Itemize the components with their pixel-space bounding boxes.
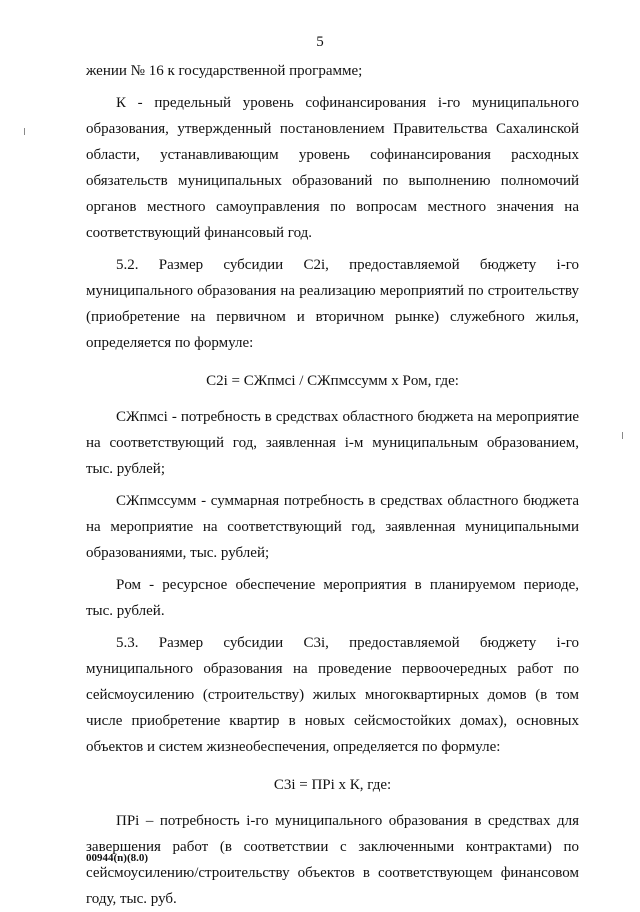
section-5-2: 5.2. Размер субсидии С2i, предоставляемой бюджету i-го муниципального образования на реализацию мероприятий по строительству (приобретение на первичном и вторичном рынке) служебного жилья, определяется по формуле:	[86, 257, 579, 351]
definition-szhpmssumm: СЖпмссумм - суммарная потребность в средствах областного бюджета на мероприятие на соответствующий год, заявленная муниципальными образованиями, тыс. рублей;	[86, 493, 579, 561]
formula-c3i: С3i = ПPi х К, где:	[273, 777, 392, 793]
document-code: 00944(n)(8.0)	[86, 852, 149, 864]
document-body	[86, 58, 579, 912]
definition-szhpmsi: СЖпмсi - потребность в средствах областного бюджета на мероприятие на соответствующий год, заявленная i-м муниципальным образованием, тыс. рублей;	[86, 409, 579, 477]
section-5-3: 5.3. Размер субсидии С3i, предоставляемой бюджету i-го муниципального образования на проведение первоочередных работ по сейсмоусилению (строительству) жилых многоквартирных домов (в том числе приобретение квартир в новых сейсмостойких домах), основных объектов и систем жизнеобеспечения, определяется по формуле:	[86, 635, 579, 755]
scan-speck	[24, 128, 25, 135]
scan-speck	[622, 432, 623, 439]
formula-c2i: C2i = СЖпмсi / СЖпмссумм х Pом, где:	[206, 373, 459, 389]
page-number: 5	[316, 34, 324, 50]
definition-pri: ПPi – потребность i-го муниципального образования в средствах для завершения работ (в соответствии с заключенными контрактами) по сейсмоусилению/строительству объектов в соответствующем финансовом году, тыс. руб.	[86, 813, 579, 907]
definition-k: К - предельный уровень софинансирования i-го муниципального образования, утвержденный постановлением Правительства Сахалинской области, устанавливающим уровень софинансирования расходных обязательств муниципальных образований по выполнению полномочий органов местного самоуправления по вопросам местного значения на соответствующий финансовый год.	[86, 95, 579, 241]
continuation-line: жении № 16 к государственной программе;	[86, 63, 363, 79]
definition-rom: Pом - ресурсное обеспечение мероприятия в планируемом периоде, тыс. рублей.	[86, 577, 579, 619]
